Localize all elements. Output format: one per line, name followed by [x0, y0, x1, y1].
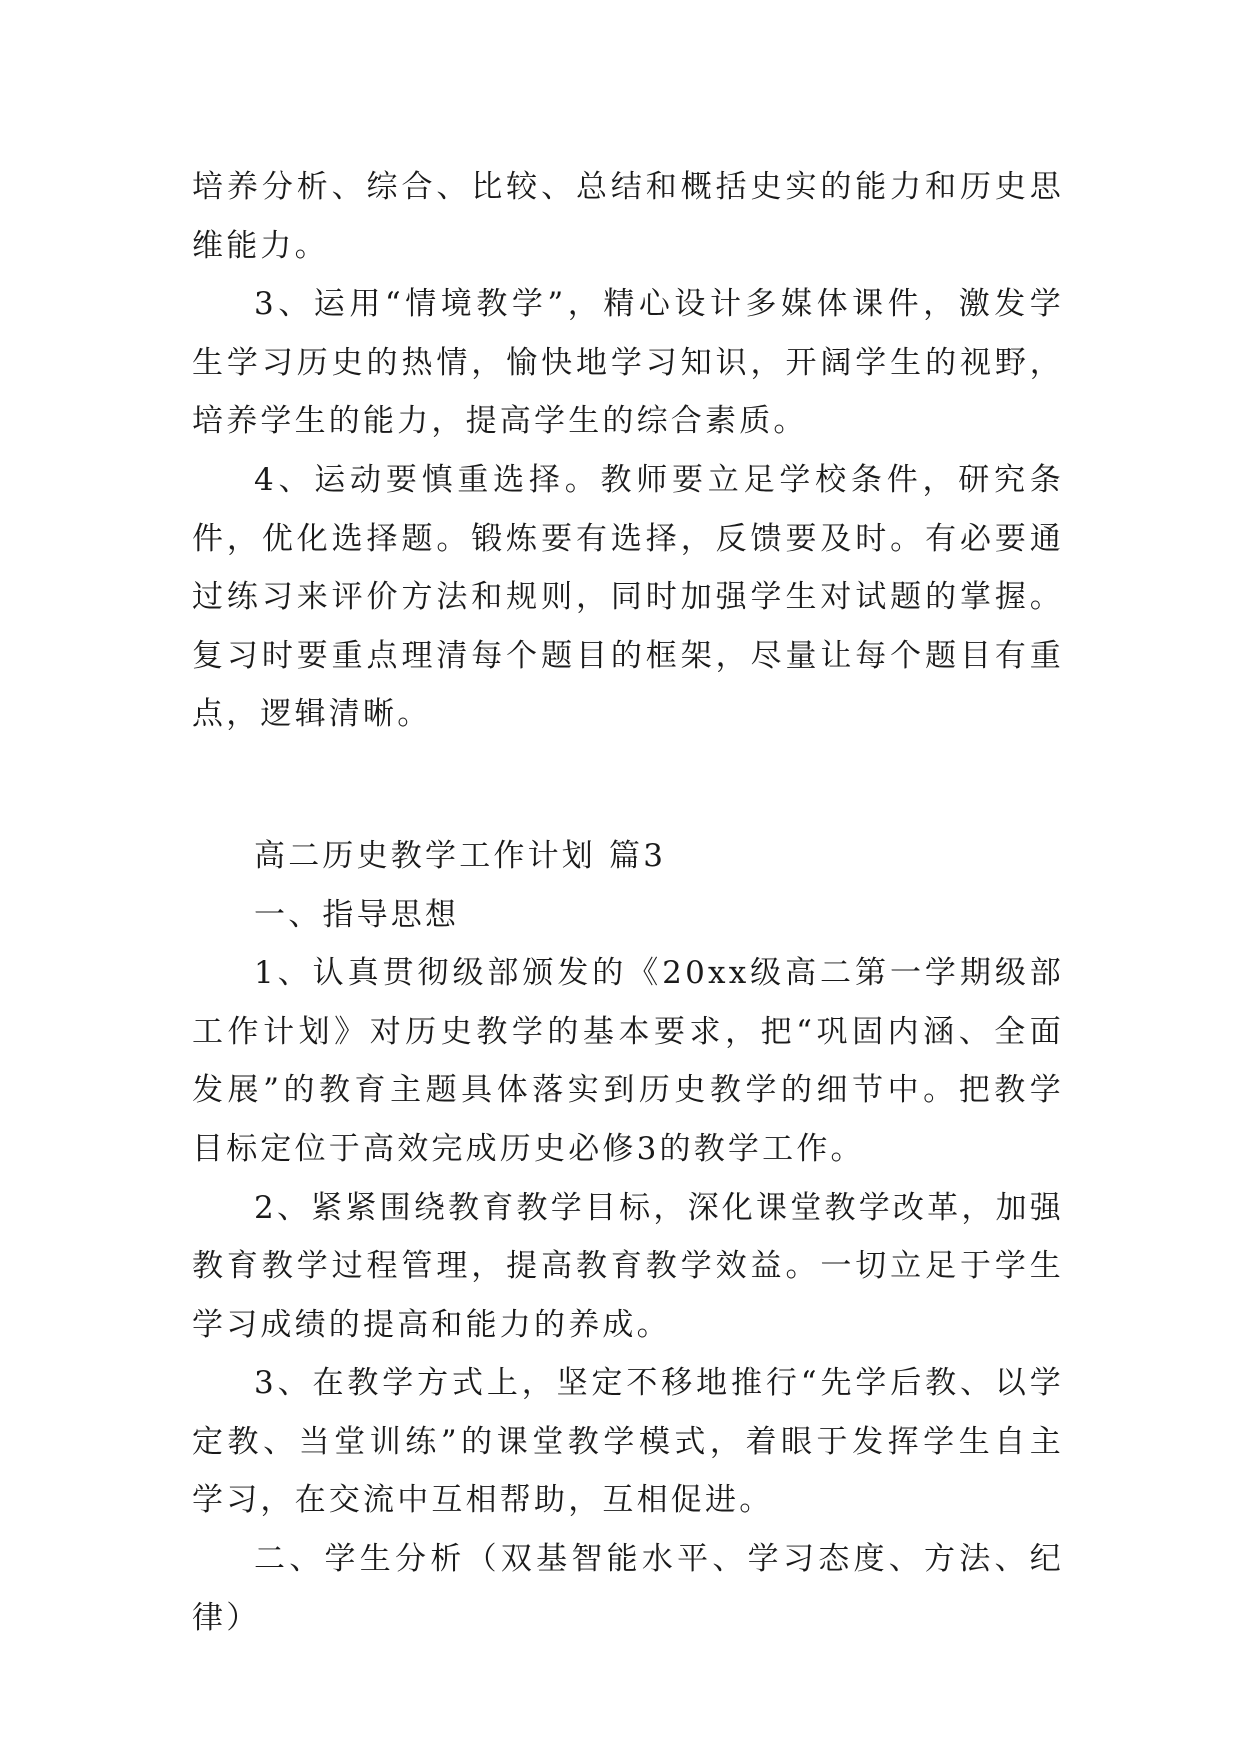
paragraph-item-4: 4、运动要慎重选择。教师要立足学校条件，研究条件，优化选择题。锻炼要有选择，反馈要及时。有必要通过练习来评价方法和规则，同时加强学生对试题的掌握。复习时要重点理清每个题目的框架，尽量让每个题目有重点，逻辑清晰。	[192, 461, 1064, 733]
document-body	[192, 158, 1064, 1647]
section-heading-student-analysis: 二、学生分析（双基智能水平、学习态度、方法、纪律）	[192, 1541, 1064, 1636]
section-heading-guiding-ideology: 一、指导思想	[254, 896, 460, 933]
section-title: 高二历史教学工作计划 篇3	[254, 837, 667, 874]
section-paragraph-1: 1、认真贯彻级部颁发的《20xx级高二第一学期级部工作计划》对历史教学的基本要求，把“巩固内涵、全面发展”的教育主题具体落实到历史教学的细节中。把教学目标定位于高效完成历史必修3的教学工作。	[192, 955, 1064, 1167]
section-paragraph-2: 2、紧紧围绕教育教学目标，深化课堂教学改革，加强教育教学过程管理，提高教育教学效益。一切立足于学生学习成绩的提高和能力的养成。	[192, 1189, 1064, 1343]
paragraph-item-3: 3、运用“情境教学”，精心设计多媒体课件，激发学生学习历史的热情，愉快地学习知识，开阔学生的视野，培养学生的能力，提高学生的综合素质。	[192, 286, 1064, 440]
section-paragraph-3: 3、在教学方式上，坚定不移地推行“先学后教、以学定教、当堂训练”的课堂教学模式，着眼于发挥学生自主学习，在交流中互相帮助，互相促进。	[192, 1365, 1064, 1519]
paragraph-continued: 培养分析、综合、比较、总结和概括史实的能力和历史思维能力。	[192, 169, 1064, 264]
